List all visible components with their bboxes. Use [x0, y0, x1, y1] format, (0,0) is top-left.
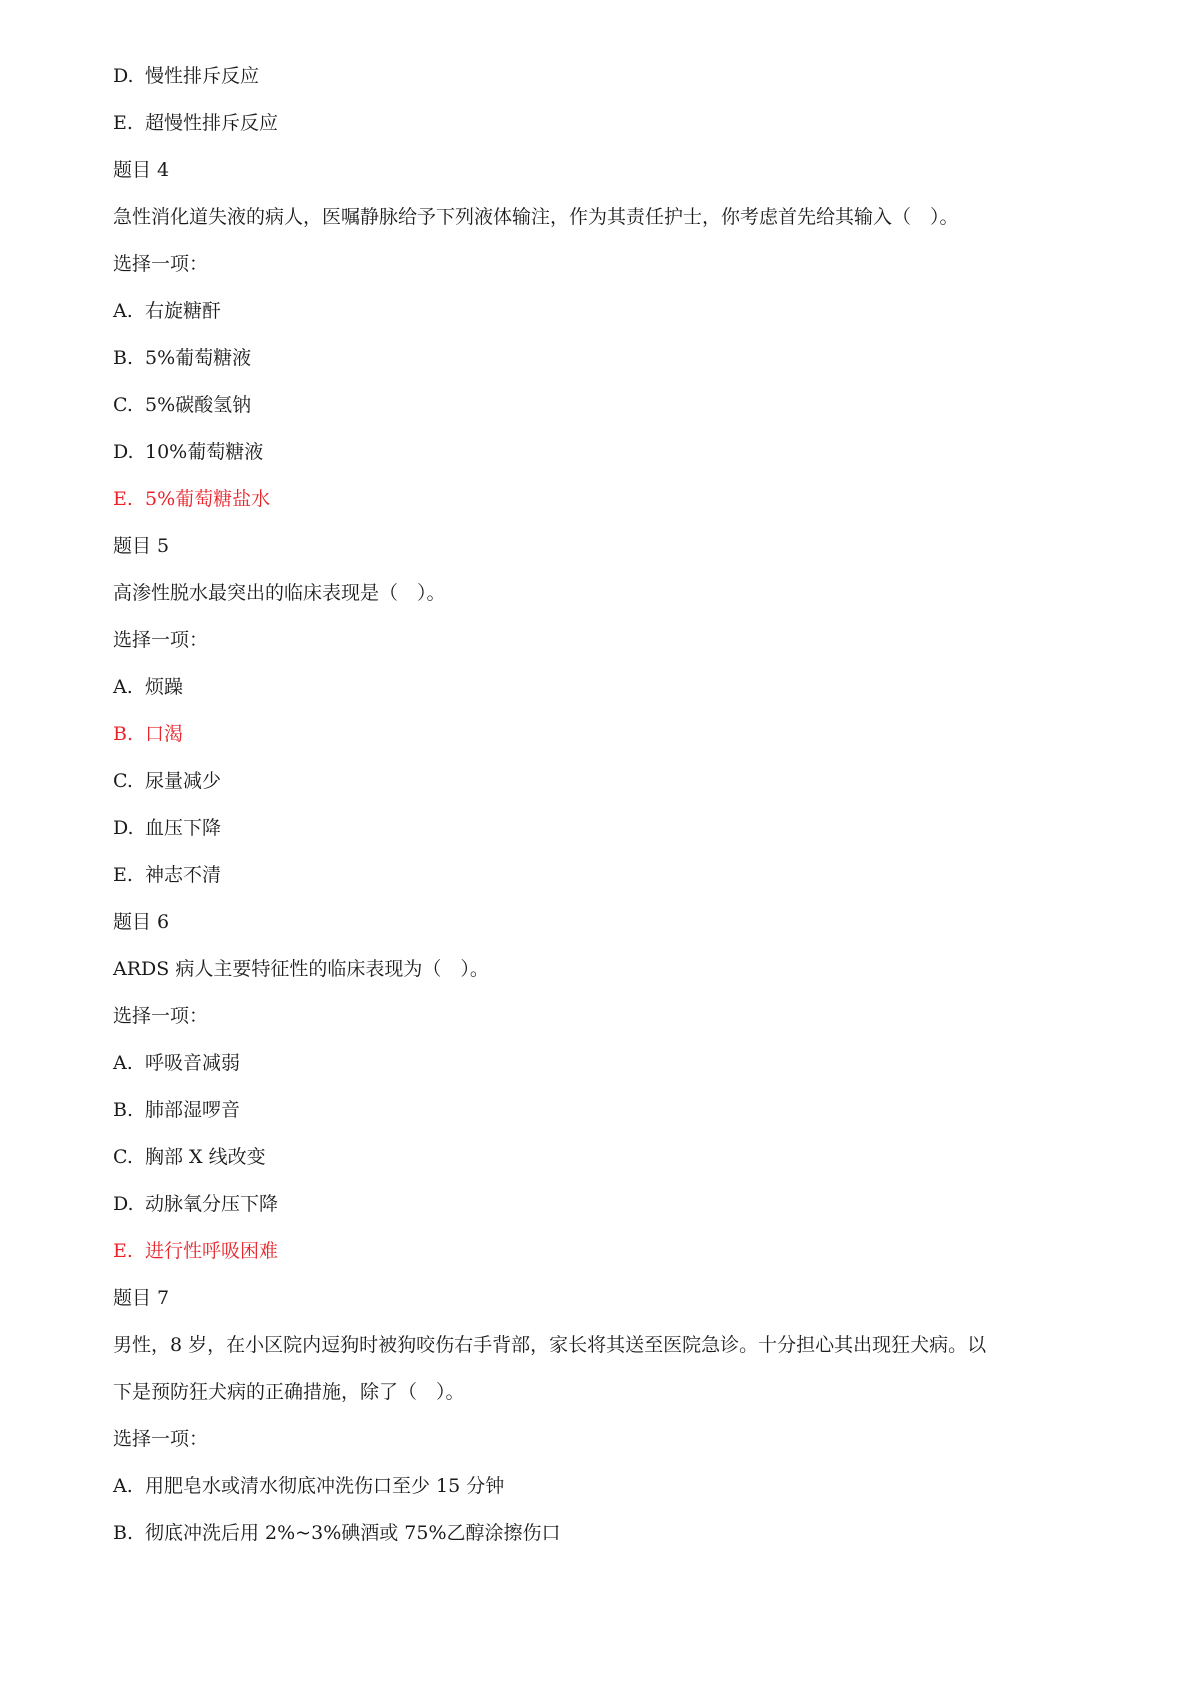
q3-option-e: E. 超慢性排斥反应	[113, 112, 279, 134]
q7-stem	[113, 1331, 1103, 1406]
q4-title: 题目 4	[113, 159, 170, 181]
q6-option-c: C. 胸部 X 线改变	[113, 1146, 266, 1168]
q7-stem-line2: 下是预防狂犬病的正确措施，除了（ ）。	[113, 1381, 465, 1403]
q7-title: 题目 7	[113, 1287, 170, 1309]
q6-option-e-correct: E. 进行性呼吸困难	[113, 1240, 279, 1262]
q4-option-e-correct: E. 5%葡萄糖盐水	[113, 488, 271, 510]
q6-option-b: B. 肺部湿啰音	[113, 1099, 241, 1121]
q5-option-b-correct: B. 口渴	[113, 723, 184, 745]
q7-option-a: A. 用肥皂水或清水彻底冲洗伤口至少 15 分钟	[113, 1475, 505, 1497]
q5-prompt: 选择一项：	[113, 629, 209, 651]
q5-stem: 高渗性脱水最突出的临床表现是（ ）。	[113, 582, 446, 604]
q4-stem: 急性消化道失液的病人，医嘱静脉给予下列液体输注，作为其责任护士，你考虑首先给其输入（ ）。	[113, 206, 959, 228]
q6-option-d: D. 动脉氧分压下降	[113, 1193, 279, 1215]
q7-prompt: 选择一项：	[113, 1428, 209, 1450]
q6-stem: ARDS 病人主要特征性的临床表现为（ ）。	[113, 958, 489, 980]
q5-option-d: D. 血压下降	[113, 817, 222, 839]
q4-prompt: 选择一项：	[113, 253, 209, 275]
q4-option-d: D. 10%葡萄糖液	[113, 441, 264, 463]
q7-stem-line1: 男性，8 岁，在小区院内逗狗时被狗咬伤右手背部，家长将其送至医院急诊。十分担心其出现狂犬病。以	[113, 1334, 987, 1356]
q4-option-c: C. 5%碳酸氢钠	[113, 394, 252, 416]
q6-prompt: 选择一项：	[113, 1005, 209, 1027]
q4-option-b: B. 5%葡萄糖液	[113, 347, 252, 369]
q6-title: 题目 6	[113, 911, 170, 933]
q7-option-b: B. 彻底冲洗后用 2%~3%碘酒或 75%乙醇涂擦伤口	[113, 1522, 561, 1544]
q3-option-d: D. 慢性排斥反应	[113, 65, 260, 87]
document-page	[113, 62, 1093, 1566]
q6-option-a: A. 呼吸音减弱	[113, 1052, 241, 1074]
q5-option-a: A. 烦躁	[113, 676, 184, 698]
q5-title: 题目 5	[113, 535, 170, 557]
q4-option-a: A. 右旋糖酐	[113, 300, 222, 322]
q5-option-e: E. 神志不清	[113, 864, 222, 886]
q5-option-c: C. 尿量减少	[113, 770, 222, 792]
